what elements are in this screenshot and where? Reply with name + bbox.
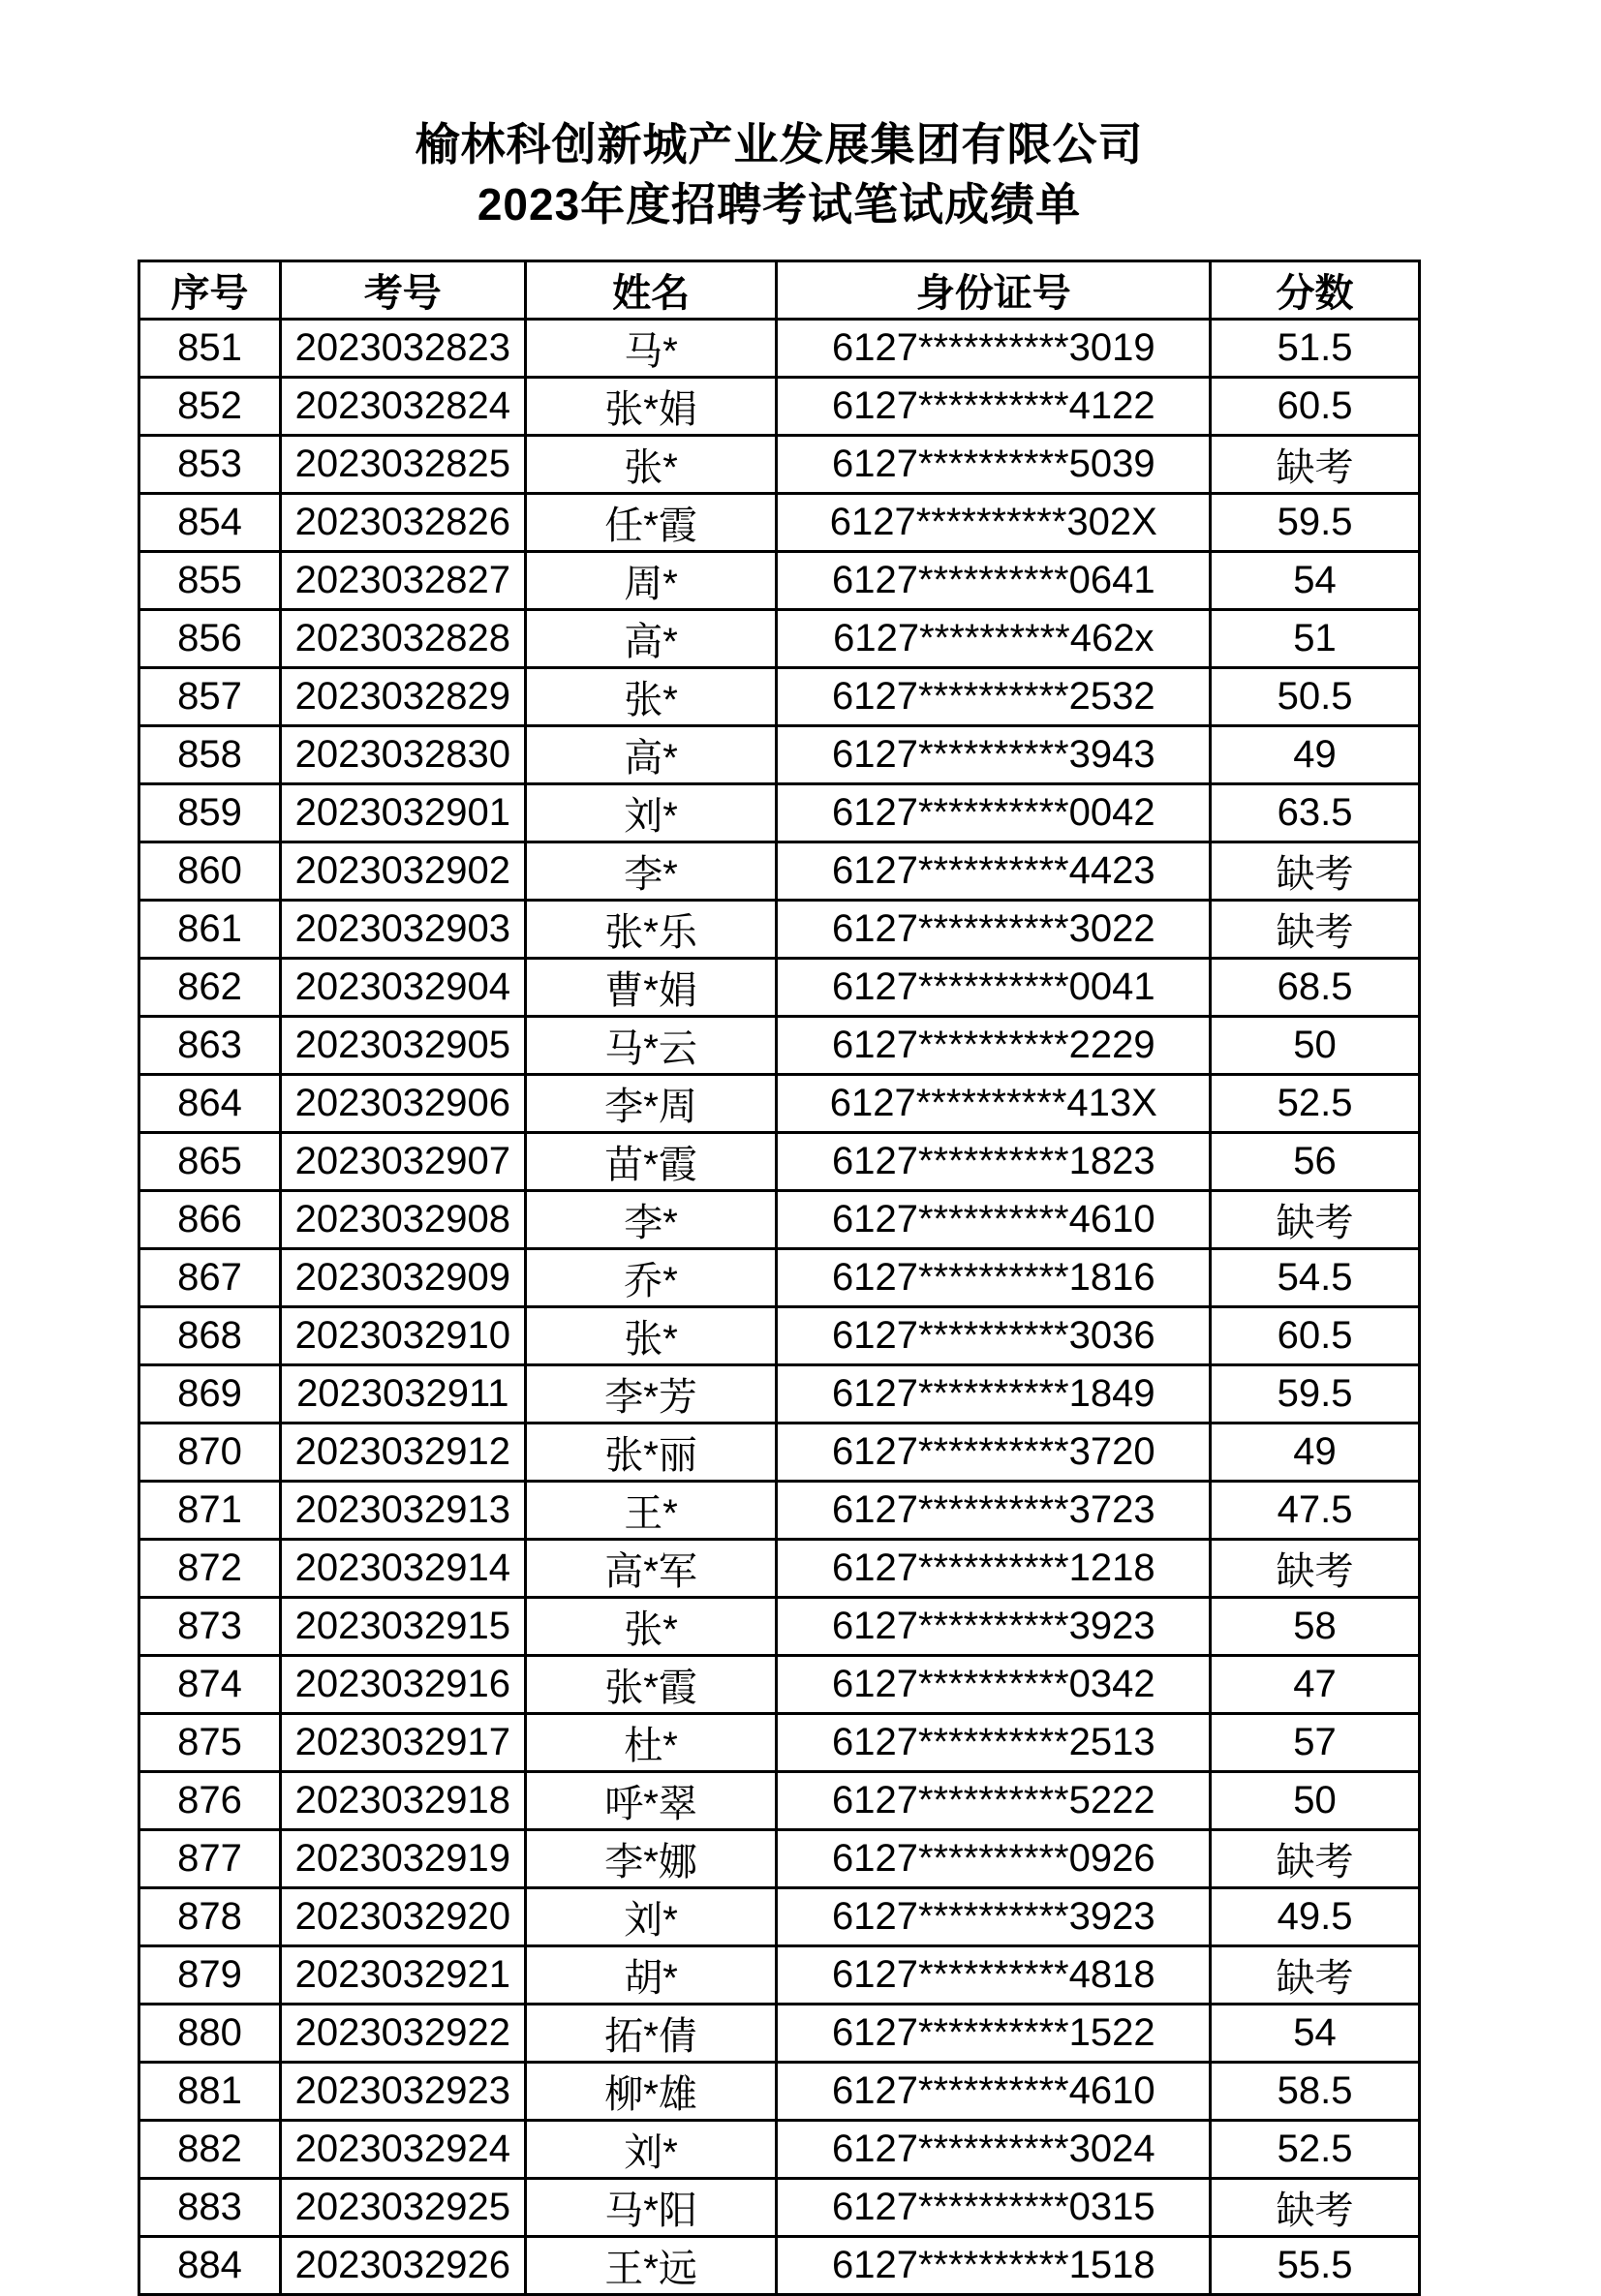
cell-score: 54.5	[1211, 1249, 1420, 1307]
cell-seq: 852	[139, 378, 281, 436]
cell-id-number: 6127**********3036	[777, 1307, 1211, 1365]
cell-id-number: 6127**********1518	[777, 2237, 1211, 2295]
cell-exam-number: 2023032918	[280, 1772, 525, 1830]
score-table	[138, 260, 1421, 2296]
cell-id-number: 6127**********3024	[777, 2121, 1211, 2179]
cell-score: 50	[1211, 1772, 1420, 1830]
cell-score: 47.5	[1211, 1482, 1420, 1540]
cell-seq: 854	[139, 494, 281, 552]
cell-score: 49	[1211, 1424, 1420, 1482]
cell-seq: 877	[139, 1830, 281, 1888]
table-row	[139, 1714, 1420, 1772]
cell-seq: 866	[139, 1191, 281, 1249]
cell-name: 张*	[525, 436, 777, 494]
cell-seq: 868	[139, 1307, 281, 1365]
cell-id-number: 6127**********0641	[777, 552, 1211, 610]
table-row	[139, 668, 1420, 726]
cell-exam-number: 2023032920	[280, 1888, 525, 1946]
cell-id-number: 6127**********0342	[777, 1656, 1211, 1714]
table-row	[139, 2063, 1420, 2121]
table-row	[139, 784, 1420, 842]
cell-id-number: 6127**********3022	[777, 901, 1211, 959]
cell-seq: 869	[139, 1365, 281, 1424]
cell-name: 刘*	[525, 1888, 777, 1946]
cell-score: 缺考	[1211, 1191, 1420, 1249]
cell-name: 拓*倩	[525, 2005, 777, 2063]
table-row	[139, 842, 1420, 901]
table-row	[139, 1598, 1420, 1656]
cell-score: 缺考	[1211, 1540, 1420, 1598]
cell-name: 张*	[525, 1598, 777, 1656]
cell-seq: 865	[139, 1133, 281, 1191]
cell-seq: 860	[139, 842, 281, 901]
cell-exam-number: 2023032913	[280, 1482, 525, 1540]
cell-name: 高*	[525, 726, 777, 784]
cell-score: 50.5	[1211, 668, 1420, 726]
table-row	[139, 1424, 1420, 1482]
table-row	[139, 2237, 1420, 2295]
table-row	[139, 1830, 1420, 1888]
cell-seq: 884	[139, 2237, 281, 2295]
cell-score: 60.5	[1211, 378, 1420, 436]
cell-seq: 863	[139, 1017, 281, 1075]
cell-name: 周*	[525, 552, 777, 610]
cell-name: 张*乐	[525, 901, 777, 959]
cell-seq: 867	[139, 1249, 281, 1307]
cell-exam-number: 2023032922	[280, 2005, 525, 2063]
cell-exam-number: 2023032923	[280, 2063, 525, 2121]
cell-name: 刘*	[525, 2121, 777, 2179]
header-score: 分数	[1211, 261, 1420, 320]
table-row	[139, 1540, 1420, 1598]
cell-exam-number: 2023032924	[280, 2121, 525, 2179]
cell-name: 张*	[525, 668, 777, 726]
table-row	[139, 1946, 1420, 2005]
cell-id-number: 6127**********4122	[777, 378, 1211, 436]
table-row	[139, 1888, 1420, 1946]
cell-name: 张*娟	[525, 378, 777, 436]
cell-id-number: 6127**********5039	[777, 436, 1211, 494]
cell-id-number: 6127**********4818	[777, 1946, 1211, 2005]
cell-score: 缺考	[1211, 2179, 1420, 2237]
cell-seq: 875	[139, 1714, 281, 1772]
header-id-number: 身份证号	[777, 261, 1211, 320]
table-row	[139, 1191, 1420, 1249]
cell-score: 49	[1211, 726, 1420, 784]
table-row	[139, 1017, 1420, 1075]
cell-name: 高*军	[525, 1540, 777, 1598]
cell-score: 缺考	[1211, 1946, 1420, 2005]
cell-exam-number: 2023032916	[280, 1656, 525, 1714]
cell-score: 63.5	[1211, 784, 1420, 842]
cell-name: 李*周	[525, 1075, 777, 1133]
cell-id-number: 6127**********1816	[777, 1249, 1211, 1307]
cell-exam-number: 2023032915	[280, 1598, 525, 1656]
cell-id-number: 6127**********1522	[777, 2005, 1211, 2063]
cell-score: 56	[1211, 1133, 1420, 1191]
cell-exam-number: 2023032921	[280, 1946, 525, 2005]
cell-id-number: 6127**********462x	[777, 610, 1211, 668]
cell-exam-number: 2023032826	[280, 494, 525, 552]
cell-id-number: 6127**********1823	[777, 1133, 1211, 1191]
cell-exam-number: 2023032912	[280, 1424, 525, 1482]
cell-id-number: 6127**********4610	[777, 2063, 1211, 2121]
cell-name: 柳*雄	[525, 2063, 777, 2121]
cell-exam-number: 2023032823	[280, 320, 525, 378]
cell-exam-number: 2023032925	[280, 2179, 525, 2237]
cell-id-number: 6127**********3720	[777, 1424, 1211, 1482]
cell-name: 胡*	[525, 1946, 777, 2005]
cell-seq: 859	[139, 784, 281, 842]
table-row	[139, 320, 1420, 378]
cell-name: 李*娜	[525, 1830, 777, 1888]
cell-seq: 856	[139, 610, 281, 668]
cell-seq: 851	[139, 320, 281, 378]
cell-name: 王*远	[525, 2237, 777, 2295]
cell-seq: 861	[139, 901, 281, 959]
cell-exam-number: 2023032902	[280, 842, 525, 901]
table-body	[139, 320, 1420, 2295]
cell-seq: 872	[139, 1540, 281, 1598]
cell-score: 51	[1211, 610, 1420, 668]
cell-seq: 853	[139, 436, 281, 494]
table-row	[139, 1133, 1420, 1191]
cell-id-number: 6127**********3923	[777, 1888, 1211, 1946]
cell-name: 张*霞	[525, 1656, 777, 1714]
cell-id-number: 6127**********2532	[777, 668, 1211, 726]
cell-name: 马*云	[525, 1017, 777, 1075]
cell-seq: 864	[139, 1075, 281, 1133]
cell-seq: 882	[139, 2121, 281, 2179]
table-row	[139, 1482, 1420, 1540]
table-row	[139, 610, 1420, 668]
cell-id-number: 6127**********302X	[777, 494, 1211, 552]
cell-id-number: 6127**********4423	[777, 842, 1211, 901]
table-row	[139, 959, 1420, 1017]
cell-id-number: 6127**********3943	[777, 726, 1211, 784]
cell-name: 李*芳	[525, 1365, 777, 1424]
cell-name: 张*丽	[525, 1424, 777, 1482]
table-row	[139, 1249, 1420, 1307]
cell-score: 59.5	[1211, 494, 1420, 552]
cell-name: 乔*	[525, 1249, 777, 1307]
cell-exam-number: 2023032919	[280, 1830, 525, 1888]
cell-name: 王*	[525, 1482, 777, 1540]
table-header	[139, 261, 1420, 320]
cell-exam-number: 2023032907	[280, 1133, 525, 1191]
cell-id-number: 6127**********5222	[777, 1772, 1211, 1830]
cell-exam-number: 2023032904	[280, 959, 525, 1017]
cell-exam-number: 2023032827	[280, 552, 525, 610]
cell-id-number: 6127**********3019	[777, 320, 1211, 378]
cell-seq: 879	[139, 1946, 281, 2005]
cell-id-number: 6127**********3723	[777, 1482, 1211, 1540]
cell-exam-number: 2023032828	[280, 610, 525, 668]
cell-seq: 873	[139, 1598, 281, 1656]
cell-score: 缺考	[1211, 901, 1420, 959]
cell-exam-number: 2023032824	[280, 378, 525, 436]
table-row	[139, 1075, 1420, 1133]
cell-id-number: 6127**********0042	[777, 784, 1211, 842]
cell-score: 59.5	[1211, 1365, 1420, 1424]
cell-score: 缺考	[1211, 436, 1420, 494]
cell-name: 任*霞	[525, 494, 777, 552]
cell-score: 52.5	[1211, 2121, 1420, 2179]
cell-score: 50	[1211, 1017, 1420, 1075]
cell-exam-number: 2023032908	[280, 1191, 525, 1249]
score-sheet	[138, 114, 1421, 2296]
cell-exam-number: 2023032901	[280, 784, 525, 842]
cell-exam-number: 2023032906	[280, 1075, 525, 1133]
cell-score: 49.5	[1211, 1888, 1420, 1946]
cell-name: 杜*	[525, 1714, 777, 1772]
cell-exam-number: 2023032910	[280, 1307, 525, 1365]
cell-exam-number: 2023032926	[280, 2237, 525, 2295]
header-name: 姓名	[525, 261, 777, 320]
cell-seq: 862	[139, 959, 281, 1017]
cell-exam-number: 2023032905	[280, 1017, 525, 1075]
table-row	[139, 436, 1420, 494]
table-row	[139, 552, 1420, 610]
cell-seq: 857	[139, 668, 281, 726]
table-row	[139, 2121, 1420, 2179]
table-row	[139, 1656, 1420, 1714]
cell-exam-number: 2023032914	[280, 1540, 525, 1598]
company-title: 榆林科创新城产业发展集团有限公司	[415, 119, 1144, 169]
cell-seq: 883	[139, 2179, 281, 2237]
cell-score: 缺考	[1211, 842, 1420, 901]
cell-seq: 881	[139, 2063, 281, 2121]
cell-exam-number: 2023032830	[280, 726, 525, 784]
table-row	[139, 1307, 1420, 1365]
cell-score: 58	[1211, 1598, 1420, 1656]
header-seq: 序号	[139, 261, 281, 320]
header-exam-number: 考号	[280, 261, 525, 320]
cell-score: 54	[1211, 2005, 1420, 2063]
table-row	[139, 2179, 1420, 2237]
cell-id-number: 6127**********2229	[777, 1017, 1211, 1075]
cell-exam-number: 2023032829	[280, 668, 525, 726]
cell-name: 苗*霞	[525, 1133, 777, 1191]
cell-id-number: 6127**********3923	[777, 1598, 1211, 1656]
document-subtitle: 2023年度招聘考试笔试成绩单	[477, 179, 1082, 230]
table-row	[139, 378, 1420, 436]
cell-score: 51.5	[1211, 320, 1420, 378]
cell-name: 马*	[525, 320, 777, 378]
table-row	[139, 1772, 1420, 1830]
cell-seq: 878	[139, 1888, 281, 1946]
table-row	[139, 901, 1420, 959]
cell-seq: 870	[139, 1424, 281, 1482]
cell-name: 马*阳	[525, 2179, 777, 2237]
cell-name: 刘*	[525, 784, 777, 842]
table-row	[139, 494, 1420, 552]
table-row	[139, 726, 1420, 784]
cell-seq: 871	[139, 1482, 281, 1540]
cell-name: 李*	[525, 842, 777, 901]
header-row	[139, 261, 1420, 320]
cell-exam-number: 2023032909	[280, 1249, 525, 1307]
cell-score: 60.5	[1211, 1307, 1420, 1365]
cell-score: 缺考	[1211, 1830, 1420, 1888]
cell-name: 呼*翠	[525, 1772, 777, 1830]
cell-seq: 855	[139, 552, 281, 610]
cell-name: 高*	[525, 610, 777, 668]
cell-score: 68.5	[1211, 959, 1420, 1017]
cell-seq: 876	[139, 1772, 281, 1830]
cell-id-number: 6127**********0926	[777, 1830, 1211, 1888]
cell-id-number: 6127**********4610	[777, 1191, 1211, 1249]
cell-id-number: 6127**********0315	[777, 2179, 1211, 2237]
cell-exam-number: 2023032917	[280, 1714, 525, 1772]
cell-exam-number: 2023032903	[280, 901, 525, 959]
cell-id-number: 6127**********413X	[777, 1075, 1211, 1133]
cell-id-number: 6127**********2513	[777, 1714, 1211, 1772]
cell-score: 52.5	[1211, 1075, 1420, 1133]
cell-id-number: 6127**********1218	[777, 1540, 1211, 1598]
cell-name: 曹*娟	[525, 959, 777, 1017]
cell-exam-number: 2023032911	[280, 1365, 525, 1424]
cell-seq: 858	[139, 726, 281, 784]
table-row	[139, 2005, 1420, 2063]
cell-exam-number: 2023032825	[280, 436, 525, 494]
cell-score: 55.5	[1211, 2237, 1420, 2295]
cell-id-number: 6127**********1849	[777, 1365, 1211, 1424]
cell-name: 李*	[525, 1191, 777, 1249]
cell-score: 54	[1211, 552, 1420, 610]
cell-score: 57	[1211, 1714, 1420, 1772]
cell-seq: 880	[139, 2005, 281, 2063]
table-row	[139, 1365, 1420, 1424]
cell-name: 张*	[525, 1307, 777, 1365]
cell-score: 58.5	[1211, 2063, 1420, 2121]
cell-seq: 874	[139, 1656, 281, 1714]
cell-score: 47	[1211, 1656, 1420, 1714]
cell-id-number: 6127**********0041	[777, 959, 1211, 1017]
